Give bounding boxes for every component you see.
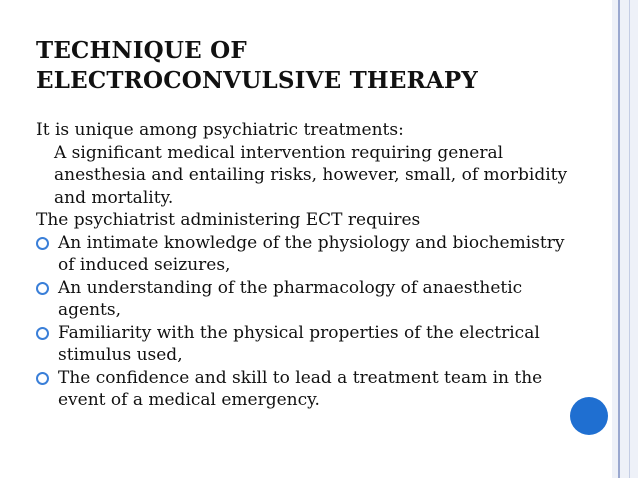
bullet-item [36, 367, 581, 412]
ring-bullet-icon [36, 327, 49, 340]
slide-title-line-2: ELECTROCONVULSIVE THERAPY [36, 67, 479, 94]
intro-text: It is unique among psychiatric treatments: [36, 120, 404, 140]
intro-detail-text: A significant medical intervention requiring general anesthesia and entailing risks, however, small, of morbidity and mortality. [54, 142, 568, 208]
ring-bullet-icon [36, 282, 49, 295]
bullet-item [36, 322, 581, 367]
requirement-lead-text: The psychiatrist administering ECT requires [36, 210, 421, 230]
bullet-text: An intimate knowledge of the physiology and biochemistry of induced seizures, [58, 232, 565, 275]
bullet-text: Familiarity with the physical properties of the electrical stimulus used, [58, 322, 540, 365]
bullet-item [36, 277, 581, 322]
ring-bullet-icon [36, 237, 49, 250]
ring-bullet-icon [36, 372, 49, 385]
right-decorative-line [618, 0, 620, 478]
slide-title-line-1: TECHNIQUE OF [36, 37, 247, 64]
bullet-item [36, 232, 581, 277]
slide-body [36, 119, 581, 412]
slide-title [36, 36, 596, 96]
right-decorative-band [612, 0, 638, 478]
bullet-text: The confidence and skill to lead a treatment team in the event of a medical emergency. [58, 367, 543, 410]
right-decorative-line-thin [629, 0, 630, 478]
bullet-text: An understanding of the pharmacology of anaesthetic agents, [58, 277, 523, 320]
